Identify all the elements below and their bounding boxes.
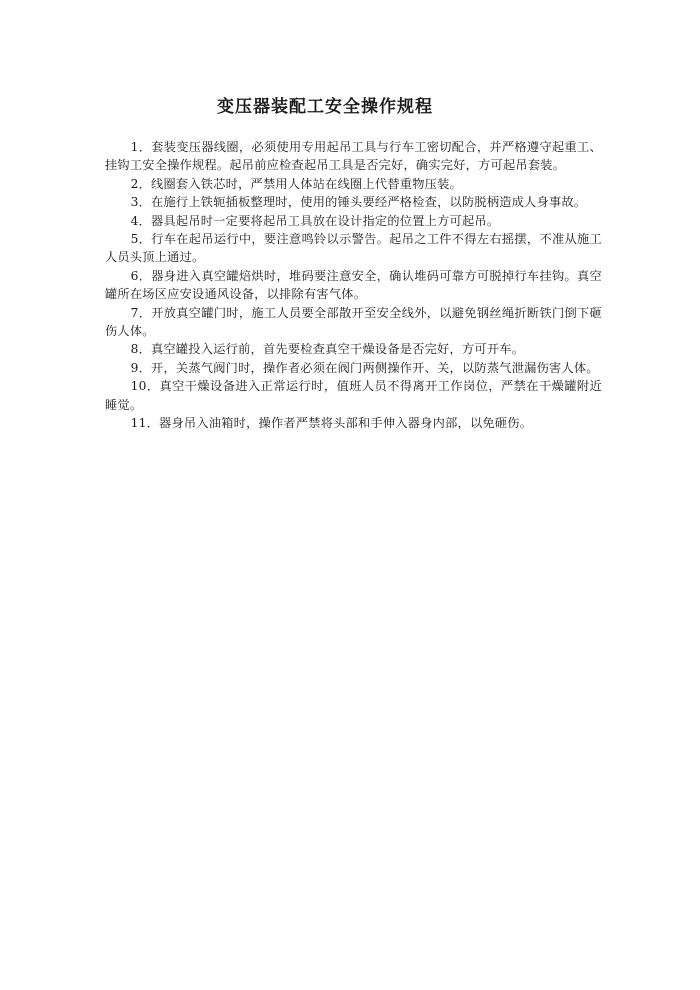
rule-item-1: [105, 138, 602, 175]
rule-text: 10．真空干燥设备进入正常运行时，值班人员不得离开工作岗位，严禁在干燥罐附近睡觉。: [105, 379, 602, 412]
rule-text: 3．在施行上铁轭插板整理时，使用的锤头要经严格检查，以防脱柄造成人身事故。: [130, 195, 587, 210]
rule-item-10: [105, 377, 602, 414]
rule-item-7: [105, 304, 602, 341]
rule-text: 2．线圈套入铁芯时，严禁用人体站在线圈上代替重物压装。: [130, 176, 462, 191]
rule-item-5: [105, 230, 602, 267]
rule-item-4: [105, 212, 602, 230]
rule-text: 1．套装变压器线圈，必须使用专用起吊工具与行车工密切配合，并严格遵守起重工、挂钩工安全操作规程。起吊前应检查起吊工具是否完好，确实完好，方可起吊套装。: [105, 140, 602, 173]
rule-text: 5．行车在起吊运行中，要注意鸣铃以示警告。起吊之工件不得左右摇摆，不准从施工人员头顶上通过。: [105, 232, 602, 265]
rule-text: 9．开，关蒸气阀门时，操作者必须在阀门两侧操作开、关，以防蒸气泄漏伤害人体。: [130, 360, 599, 375]
page-title: 变压器装配工安全操作规程: [217, 97, 433, 117]
rule-text: 11．器身吊入油箱时，操作者严禁将头部和手伸入器身内部，以免砸伤。: [130, 416, 533, 431]
rule-text: 4．器具起吊时一定要将起吊工具放在设计指定的位置上方可起吊。: [130, 213, 500, 228]
rule-item-11: [105, 414, 602, 432]
rules-list: [105, 138, 602, 433]
rule-item-2: [105, 175, 602, 193]
rule-text: 8．真空罐投入运行前，首先要检查真空干燥设备是否完好，方可开车。: [130, 342, 525, 357]
rule-text: 7．开放真空罐门时，施工人员要全部散开至安全线外，以避免钢丝绳折断铁门倒下砸伤人体。: [105, 305, 602, 339]
rule-item-6: [105, 267, 602, 304]
rule-text: 6．器身进入真空罐焙烘时，堆码要注意安全，确认堆码可靠方可脱掉行车挂钩。真空罐所在场区应安设通风设备，以排除有害气体。: [105, 268, 602, 302]
rule-item-8: [105, 340, 602, 358]
rule-item-3: [105, 193, 602, 211]
rule-item-9: [105, 359, 602, 377]
